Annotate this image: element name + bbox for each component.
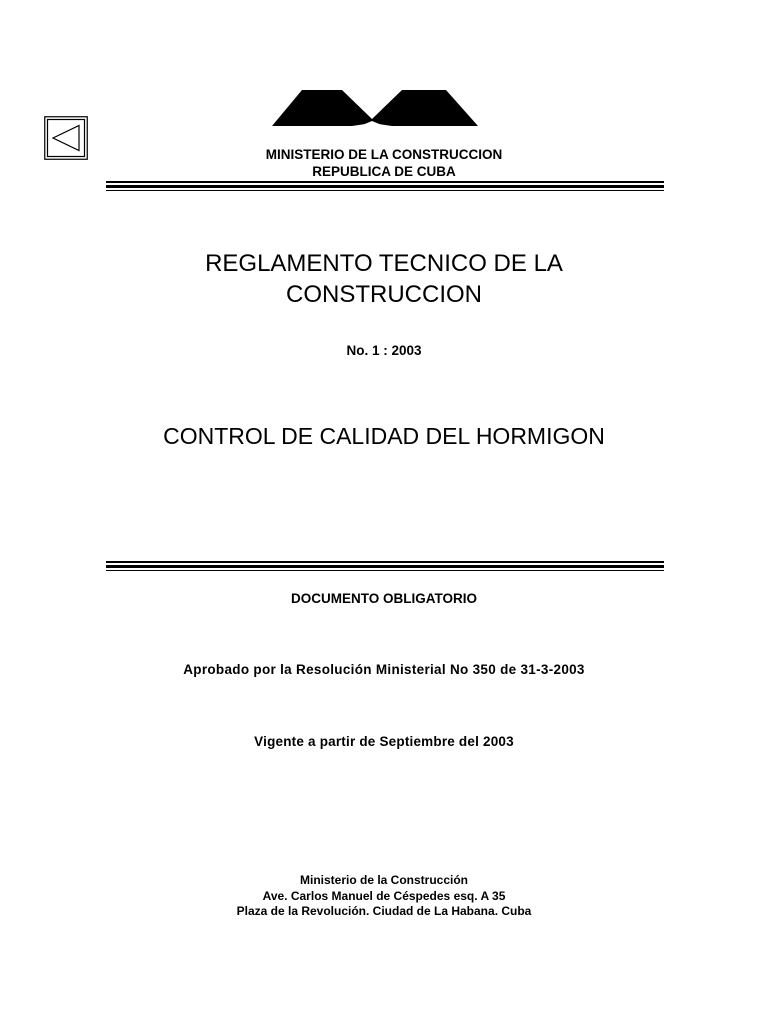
- top-divider: [106, 181, 664, 191]
- org-name: MINISTERIO DE LA CONSTRUCCION: [265, 147, 503, 162]
- middle-divider: [106, 561, 664, 571]
- document-title: [0, 248, 768, 310]
- validity-statement: Vigente a partir de Septiembre del 2003: [254, 734, 514, 749]
- ministry-header: [0, 146, 768, 180]
- approval-statement: Aprobado por la Resolución Ministerial No 350 de 31-3-2003: [183, 662, 585, 677]
- document-type: DOCUMENTO OBLIGATORIO: [290, 591, 477, 606]
- footer-line2: Ave. Carlos Manuel de Céspedes esq. A 35: [262, 888, 506, 903]
- document-title-line1: REGLAMENTO TECNICO DE LA: [205, 250, 563, 277]
- document-number: No. 1 : 2003: [346, 343, 422, 358]
- ministry-logo: [272, 90, 478, 126]
- footer-line3: Plaza de la Revolución. Ciudad de La Habana. Cuba: [236, 904, 532, 918]
- footer-address: [0, 873, 768, 920]
- document-subject: CONTROL DE CALIDAD DEL HORMIGON: [163, 423, 605, 449]
- footer-line1: Ministerio de la Construcción: [299, 873, 469, 887]
- document-title-line2: CONSTRUCCION: [286, 281, 482, 308]
- org-country: REPUBLICA DE CUBA: [312, 164, 456, 179]
